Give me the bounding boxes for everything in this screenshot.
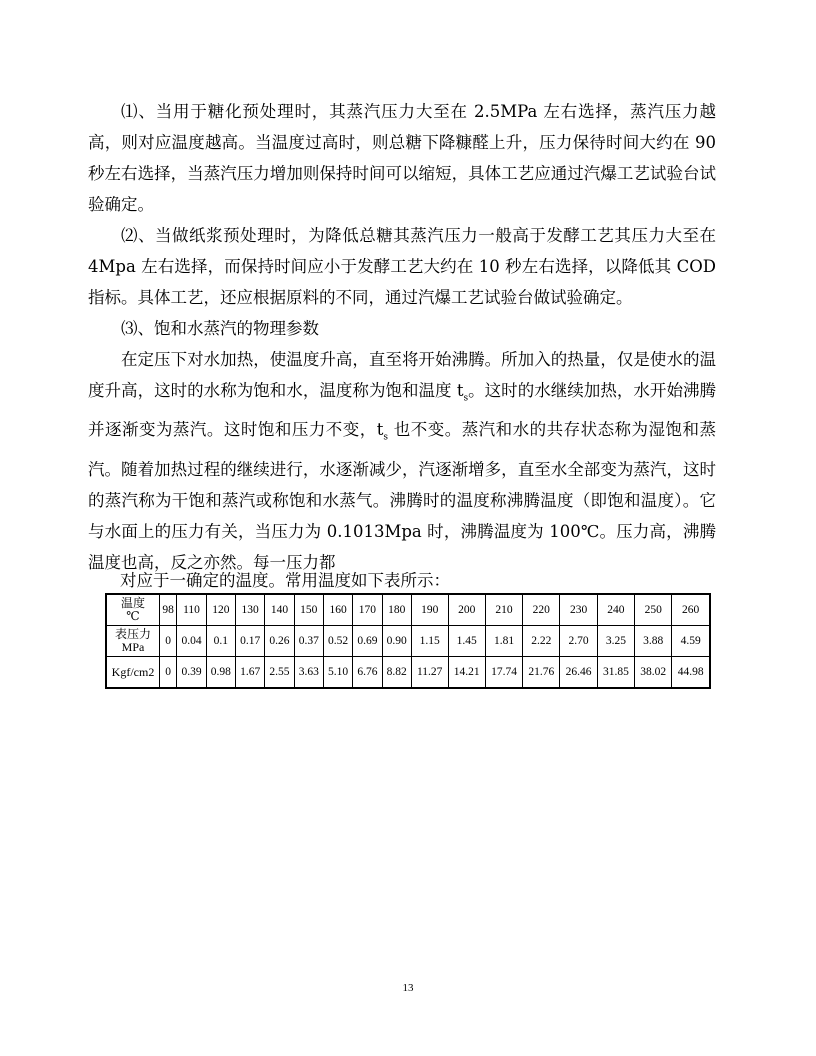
table-cell: 11.27	[411, 657, 448, 689]
table-cell: 230	[560, 594, 597, 626]
table-cell: 2.70	[560, 626, 597, 657]
pressure-mpa-row	[106, 626, 710, 657]
table-cell: 26.46	[560, 657, 597, 689]
paragraph-1: ⑴、当用于糖化预处理时，其蒸汽压力大至在 2.5MPa 左右选择，蒸汽压力越高，则对应温度越高。当温度过高时，则总糖下降糠醛上升，压力保待时间大约在 90 秒左右选择，当蒸汽压力增加则保持时间可以缩短，具体工艺应通过汽爆工艺试验台试验确定。	[88, 102, 716, 214]
table-cell: 17.74	[485, 657, 522, 689]
table-cell: 0	[160, 657, 177, 689]
table-cell: 0	[160, 626, 177, 657]
paragraph-2: ⑵、当做纸浆预处理时，为降低总糖其蒸汽压力一般高于发酵工艺其压力大至在 4Mpa 左右选择，而保持时间应小于发酵工艺大约在 10 秒左右选择，以降低其 COD 指标。具体工艺，还应根据原料的不同，通过汽爆工艺试验台做试验确定。	[88, 226, 716, 307]
table-cell: 21.76	[523, 657, 560, 689]
table-cell: 160	[323, 594, 352, 626]
row-header-line: 表压力	[114, 627, 151, 641]
table-cell: 220	[523, 594, 560, 626]
table-cell: 250	[635, 594, 672, 626]
table-cell: 0.04	[177, 626, 206, 657]
table-cell: 3.88	[635, 626, 672, 657]
table-cell: 260	[672, 594, 710, 626]
subscript-s-1: s	[463, 393, 469, 404]
table-cell: 98	[160, 594, 177, 626]
table-cell: 5.10	[323, 657, 352, 689]
table-cell: 140	[265, 594, 294, 626]
table-cell: 130	[235, 594, 264, 626]
table-cell: 240	[597, 594, 634, 626]
paragraph-4-part-b: 。这时的水继续加热，水开始沸腾并逐渐变为蒸汽。这时饱和压力不变，t	[88, 381, 716, 440]
table-cell: 6.76	[353, 657, 382, 689]
document-body	[88, 96, 716, 578]
paragraph-4	[88, 344, 716, 578]
table-cell: 150	[294, 594, 323, 626]
table-cell: 1.45	[448, 626, 485, 657]
table-cell: 110	[177, 594, 206, 626]
table-cell: 44.98	[672, 657, 710, 689]
table-cell: 2.55	[265, 657, 294, 689]
row-header-line: 温度	[120, 596, 145, 610]
table-cell: 120	[206, 594, 235, 626]
table-cell: 4.59	[672, 626, 710, 657]
table-cell: 0.17	[235, 626, 264, 657]
paragraph-3-heading: ⑶、饱和水蒸汽的物理参数	[121, 319, 319, 338]
table-cell: 190	[411, 594, 448, 626]
row-header-line: Kgf/cm2	[111, 664, 155, 679]
paragraph-4-part-a: 在定压下对水加热，使温度升高，直至将开始沸腾。所加入的热量，仅是使水的温度升高，这时的水称为饱和水，温度称为饱和温度 t	[88, 350, 716, 400]
table-cell: 210	[485, 594, 522, 626]
table-cell: 170	[353, 594, 382, 626]
table-cell: 1.81	[485, 626, 522, 657]
table-cell: 0.90	[382, 626, 411, 657]
page-number: 13	[402, 982, 414, 994]
row-header-line: ℃	[126, 609, 140, 623]
table-cell: 1.15	[411, 626, 448, 657]
table-cell: 0.98	[206, 657, 235, 689]
temperature-row	[106, 594, 710, 626]
table-cell: 0.26	[265, 626, 294, 657]
table-cell: 2.22	[523, 626, 560, 657]
table-cell: 14.21	[448, 657, 485, 689]
table-cell: 31.85	[597, 657, 634, 689]
pressure-kgf-row	[106, 657, 710, 689]
row-header	[106, 626, 160, 657]
table-cell: 180	[382, 594, 411, 626]
table-cell: 200	[448, 594, 485, 626]
table-cell: 0.1	[206, 626, 235, 657]
table-caption: 对应于一确定的温度。常用温度如下表所示：	[120, 571, 450, 590]
table-cell: 0.39	[177, 657, 206, 689]
table-cell: 8.82	[382, 657, 411, 689]
paragraph-4-part-c: 也不变。蒸汽和水的共存状态称为湿饱和蒸汽。随着加热过程的继续进行，水逐渐减少，汽逐渐增多，直至水全部变为蒸汽，这时的蒸汽称为干饱和蒸汽或称饱和水蒸气。沸腾时的温度称沸腾温度（即饱和温度）。它与水面上的压力有关，当压力为 0.1013Mpa 时，沸腾温度为 100℃。压力高，沸腾温度也高，反之亦然。每一压力都	[88, 420, 716, 572]
table-cell: 3.25	[597, 626, 634, 657]
table-cell: 3.63	[294, 657, 323, 689]
table-cell: 0.37	[294, 626, 323, 657]
table-cell: 0.52	[323, 626, 352, 657]
row-header	[106, 594, 160, 626]
table-cell: 0.69	[353, 626, 382, 657]
table-cell: 38.02	[635, 657, 672, 689]
row-header-line: MPa	[121, 640, 145, 654]
subscript-s-2: s	[383, 432, 389, 443]
saturated-steam-table	[105, 593, 711, 689]
table-cell: 1.67	[235, 657, 264, 689]
row-header	[106, 657, 160, 689]
